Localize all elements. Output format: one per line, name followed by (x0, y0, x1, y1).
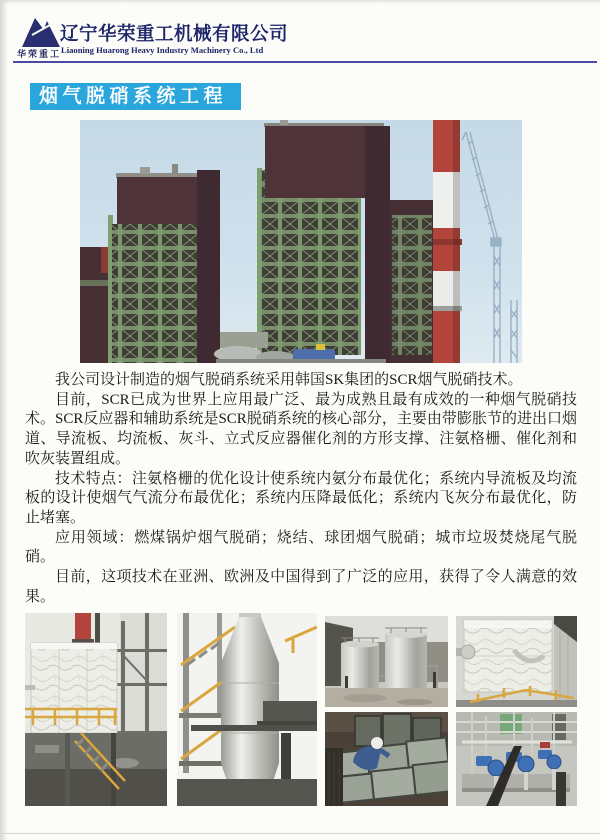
section-title-banner (30, 83, 241, 110)
striped-chimney (431, 120, 462, 363)
gallery-photo-1 (25, 613, 167, 806)
main-photo (80, 120, 522, 363)
body-text (25, 371, 577, 607)
gallery-photo-6-scene (456, 712, 577, 806)
scan-edge-left (0, 0, 8, 840)
insulated-equipment (464, 620, 552, 692)
body-paragraph: 技术特点：注氨格栅的优化设计使系统内氨分布最优化；系统内导流板及均流板的设计使烟气气流分布最优化；系统内压降最低化；系统内飞灰分布最优化，防止堵塞。 (25, 470, 577, 526)
header-divider (13, 61, 597, 63)
left-reactor-tower (108, 164, 220, 363)
gallery-photo-4-scene (456, 616, 577, 707)
company-name-en: Liaoning Huarong Heavy Industry Machinery Co., Ltd (61, 45, 264, 55)
logo-mountain-icon (20, 17, 62, 47)
duct (263, 701, 317, 723)
gallery-photo-5-scene (325, 712, 448, 806)
red-pipe (75, 613, 91, 641)
gallery-photo-5 (325, 712, 448, 806)
company-name-cn: 辽宁华荣重工机械有限公司 (60, 25, 289, 45)
logo-caption: 华荣重工 (16, 49, 61, 59)
body-paragraph: 应用领域：燃煤锅炉烟气脱硝；烧结、球团烟气脱硝；城市垃圾焚烧尾气脱硝。 (25, 529, 577, 566)
gallery-photo-6 (456, 712, 577, 806)
hard-hat (371, 737, 383, 749)
main-photo-scene (80, 120, 522, 363)
gallery-photo-3 (325, 616, 448, 707)
body-paragraph: 我公司设计制造的烟气脱硝系统采用韩国SK集团的SCR烟气脱硝技术。 (55, 372, 523, 388)
gallery-photo-1-scene (25, 613, 167, 806)
gallery-photo-2 (177, 613, 317, 806)
gallery-photo-3-scene (325, 616, 448, 707)
left-edge-structure (80, 247, 110, 363)
gallery-photo-2-scene (177, 613, 317, 806)
lower-platform (25, 733, 167, 806)
scan-edge-top (0, 0, 600, 4)
gallery-photo-4 (456, 616, 577, 707)
insulated-duct (25, 643, 117, 733)
company-logo (14, 17, 64, 59)
body-paragraph: 目前，SCR已成为世界上应用最广泛、最为成熟且最有成效的一种烟气脱硝技术。SCR反应器和辅助系统是SCR脱硝系统的核心部分，主要由带膨胀节的进出口烟道、导流板、均流板、灰斗、立式反应器催化剂的方形支撑、注氨格栅、催化剂和吹灰装置组成。 (25, 391, 577, 467)
body-paragraph: 目前，这项技术在亚洲、欧洲及中国得到了广泛的应用，获得了令人满意的效果。 (25, 569, 577, 605)
scan-edge-bottom (0, 833, 600, 834)
section-title: 烟气脱硝系统工程 (39, 86, 228, 107)
